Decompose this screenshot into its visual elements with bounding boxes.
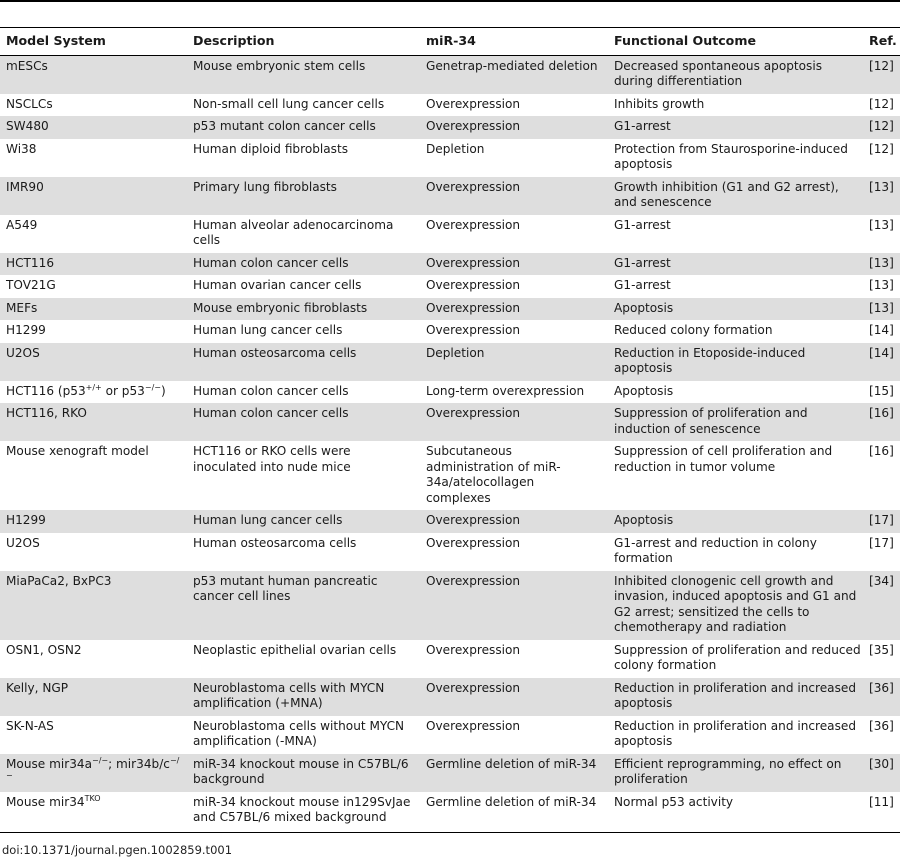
cell-description: Non-small cell lung cancer cells bbox=[193, 96, 385, 111]
cell-mir34: Overexpression bbox=[426, 642, 521, 657]
cell-ref: [12] bbox=[867, 116, 900, 139]
table-row bbox=[0, 754, 900, 792]
cell-mir34: Overexpression bbox=[420, 298, 608, 321]
table-row bbox=[0, 441, 900, 510]
cell-ref: [36] bbox=[869, 718, 894, 733]
cell-functional-outcome: Decreased spontaneous apoptosis during differentiation bbox=[608, 55, 867, 94]
cell-model-system: U2OS bbox=[0, 343, 187, 381]
cell-description: Human colon cancer cells bbox=[187, 403, 420, 441]
cell-model-system: NSCLCs bbox=[6, 96, 53, 111]
table-row bbox=[0, 94, 900, 117]
table-caption-rule bbox=[0, 27, 900, 28]
cell-description: Neuroblastoma cells with MYCN amplification (+MNA) bbox=[187, 678, 420, 716]
header-functional-outcome: Functional Outcome bbox=[608, 29, 867, 55]
table-row bbox=[0, 792, 900, 830]
cell-mir34: Overexpression bbox=[426, 278, 521, 292]
table-top-rule bbox=[0, 0, 900, 2]
cell-description: Human lung cancer cells bbox=[187, 510, 420, 533]
table-row bbox=[0, 116, 900, 139]
cell-description: Human colon cancer cells bbox=[187, 253, 420, 276]
cell-model-system: Mouse $mir34^{TKO}$ bbox=[6, 793, 101, 809]
cell-functional-outcome: Apoptosis bbox=[614, 383, 674, 398]
table-row bbox=[0, 678, 900, 716]
cell-model-system: HCT116, RKO bbox=[0, 403, 187, 441]
cell-model-system: mESCs bbox=[0, 55, 187, 94]
cell-functional-outcome: Protection from Staurosporine-induced apoptosis bbox=[614, 141, 848, 171]
cell-functional-outcome: G1-arrest and reduction in colony formation bbox=[614, 535, 817, 565]
header-description: Description bbox=[187, 29, 420, 55]
cell-model-system: Wi38 bbox=[6, 141, 37, 156]
cell-model-system: MEFs bbox=[0, 298, 187, 321]
cell-model-system: SK-N-AS bbox=[6, 718, 54, 733]
cell-ref: [14] bbox=[867, 343, 900, 381]
cell-functional-outcome: Growth inhibition (G1 and G2 arrest), and senescence bbox=[608, 177, 867, 215]
cell-model-system: A549 bbox=[6, 217, 38, 232]
cell-description: miR-34 knockout mouse in129SvJae and C57BL/6 mixed background bbox=[193, 794, 411, 824]
cell-mir34: Overexpression bbox=[420, 403, 608, 441]
cell-mir34: Overexpression bbox=[426, 96, 521, 111]
table-row bbox=[0, 215, 900, 253]
table-row bbox=[0, 320, 900, 343]
table-row bbox=[0, 177, 900, 215]
cell-ref: [34] bbox=[867, 571, 900, 640]
table-row bbox=[0, 253, 900, 276]
cell-mir34: Overexpression bbox=[420, 510, 608, 533]
cell-description: Human osteosarcoma cells bbox=[193, 535, 357, 550]
cell-ref: [36] bbox=[867, 678, 900, 716]
mir34-functional-table bbox=[0, 29, 900, 830]
cell-mir34: Overexpression bbox=[426, 535, 521, 550]
cell-ref: [12] bbox=[867, 55, 900, 94]
cell-mir34: Long-term overexpression bbox=[426, 383, 585, 398]
cell-description: Neoplastic epithelial ovarian cells bbox=[193, 642, 397, 657]
table-row bbox=[0, 381, 900, 404]
table-body bbox=[0, 55, 900, 830]
cell-ref: [13] bbox=[867, 253, 900, 276]
cell-functional-outcome: Apoptosis bbox=[608, 510, 867, 533]
cell-model-system: H1299 bbox=[0, 510, 187, 533]
cell-mir34: Depletion bbox=[426, 141, 485, 156]
doi-footnote: doi:10.1371/journal.pgen.1002859.t001 bbox=[2, 843, 233, 857]
cell-ref: [16] bbox=[869, 444, 894, 458]
cell-functional-outcome: Reduction in proliferation and increased apoptosis bbox=[614, 718, 857, 748]
cell-mir34: Overexpression bbox=[426, 217, 521, 232]
cell-model-system: IMR90 bbox=[0, 177, 187, 215]
cell-description: Neuroblastoma cells without MYCN amplification (-MNA) bbox=[193, 718, 405, 748]
cell-ref: [13] bbox=[867, 177, 900, 215]
table-row bbox=[0, 510, 900, 533]
cell-description: Primary lung fibroblasts bbox=[187, 177, 420, 215]
cell-functional-outcome: Efficient reprogramming, no effect on proliferation bbox=[608, 754, 867, 792]
cell-ref: [17] bbox=[869, 535, 894, 550]
cell-model-system: HCT116 (p53+/+ or p53−/−) bbox=[6, 382, 166, 398]
table-header-row bbox=[0, 29, 900, 55]
table-row bbox=[0, 716, 900, 754]
cell-ref: [13] bbox=[869, 217, 894, 232]
table-row bbox=[0, 640, 900, 678]
cell-description: Human alveolar adenocarcinoma cells bbox=[193, 217, 394, 247]
cell-mir34: Overexpression bbox=[420, 678, 608, 716]
cell-model-system: HCT116 bbox=[0, 253, 187, 276]
cell-mir34: Overexpression bbox=[426, 718, 521, 733]
cell-functional-outcome: G1-arrest bbox=[614, 278, 671, 292]
cell-mir34: Germline deletion of miR-34 bbox=[426, 794, 597, 809]
cell-ref: [12] bbox=[869, 96, 894, 111]
cell-description: Human osteosarcoma cells bbox=[187, 343, 420, 381]
cell-ref: [15] bbox=[869, 383, 894, 398]
cell-mir34: Overexpression bbox=[420, 253, 608, 276]
cell-functional-outcome: Inhibited clonogenic cell growth and invasion, induced apoptosis and G1 and G2 arrest; sensitized the cells to chemotherapy and radiation bbox=[608, 571, 867, 640]
cell-model-system: U2OS bbox=[6, 535, 40, 550]
cell-mir34: Overexpression bbox=[420, 571, 608, 640]
table-row bbox=[0, 343, 900, 381]
cell-ref: [30] bbox=[867, 754, 900, 792]
table-row bbox=[0, 533, 900, 571]
cell-functional-outcome: Suppression of proliferation and induction of senescence bbox=[608, 403, 867, 441]
table-row bbox=[0, 55, 900, 94]
cell-functional-outcome: Suppression of proliferation and reduced colony formation bbox=[614, 642, 861, 672]
cell-ref: [13] bbox=[869, 278, 894, 292]
cell-mir34: Genetrap-mediated deletion bbox=[420, 55, 608, 94]
cell-model-system: Mouse xenograft model bbox=[6, 444, 149, 458]
cell-description: Mouse embryonic stem cells bbox=[187, 55, 420, 94]
cell-ref: [35] bbox=[869, 642, 894, 657]
cell-mir34: Germline deletion of miR-34 bbox=[420, 754, 608, 792]
cell-functional-outcome: G1-arrest bbox=[614, 217, 671, 232]
table-row bbox=[0, 139, 900, 177]
cell-mir34: Overexpression bbox=[426, 323, 521, 337]
cell-functional-outcome: G1-arrest bbox=[608, 116, 867, 139]
cell-description: Human lung cancer cells bbox=[193, 323, 343, 337]
cell-description: Human colon cancer cells bbox=[193, 383, 349, 398]
cell-ref: [13] bbox=[867, 298, 900, 321]
cell-ref: [16] bbox=[867, 403, 900, 441]
cell-description: miR-34 knockout mouse in C57BL/6 background bbox=[187, 754, 420, 792]
cell-mir34: Subcutaneous administration of miR-34a/atelocollagen complexes bbox=[426, 444, 561, 505]
cell-description: HCT116 or RKO cells were inoculated into nude mice bbox=[193, 444, 351, 474]
cell-description: p53 mutant colon cancer cells bbox=[187, 116, 420, 139]
cell-model-system: Mouse mir34a−/−; mir34b/c−/− bbox=[0, 754, 187, 792]
cell-description: Human ovarian cancer cells bbox=[193, 278, 362, 292]
cell-description: Human diploid fibroblasts bbox=[193, 141, 349, 156]
table-row bbox=[0, 403, 900, 441]
cell-model-system: Kelly, NGP bbox=[0, 678, 187, 716]
cell-model-system: MiaPaCa2, BxPC3 bbox=[0, 571, 187, 640]
header-mir34: miR-34 bbox=[420, 29, 608, 55]
table-bottom-rule bbox=[0, 832, 900, 833]
cell-ref: [12] bbox=[869, 141, 894, 156]
cell-description: Mouse embryonic fibroblasts bbox=[187, 298, 420, 321]
cell-functional-outcome: Suppression of cell proliferation and reduction in tumor volume bbox=[614, 444, 833, 474]
cell-functional-outcome: Apoptosis bbox=[608, 298, 867, 321]
cell-model-system: SW480 bbox=[0, 116, 187, 139]
cell-functional-outcome: G1-arrest bbox=[608, 253, 867, 276]
cell-functional-outcome: Reduction in Etoposide-induced apoptosis bbox=[608, 343, 867, 381]
cell-description: p53 mutant human pancreatic cancer cell lines bbox=[187, 571, 420, 640]
cell-ref: [17] bbox=[867, 510, 900, 533]
cell-model-system: OSN1, OSN2 bbox=[6, 642, 82, 657]
cell-functional-outcome: Reduced colony formation bbox=[614, 323, 773, 337]
cell-functional-outcome: Inhibits growth bbox=[614, 96, 705, 111]
cell-ref: [11] bbox=[869, 794, 894, 809]
cell-mir34: Depletion bbox=[420, 343, 608, 381]
cell-mir34: Overexpression bbox=[420, 177, 608, 215]
table-row bbox=[0, 571, 900, 640]
table-row bbox=[0, 275, 900, 298]
cell-model-system: H1299 bbox=[6, 323, 46, 337]
cell-ref: [14] bbox=[869, 323, 894, 337]
header-model-system: Model System bbox=[0, 29, 187, 55]
header-ref: Ref. bbox=[867, 29, 900, 55]
cell-model-system: TOV21G bbox=[6, 278, 56, 292]
table-row bbox=[0, 298, 900, 321]
cell-functional-outcome: Normal p53 activity bbox=[614, 794, 734, 809]
cell-mir34: Overexpression bbox=[420, 116, 608, 139]
cell-functional-outcome: Reduction in proliferation and increased apoptosis bbox=[608, 678, 867, 716]
